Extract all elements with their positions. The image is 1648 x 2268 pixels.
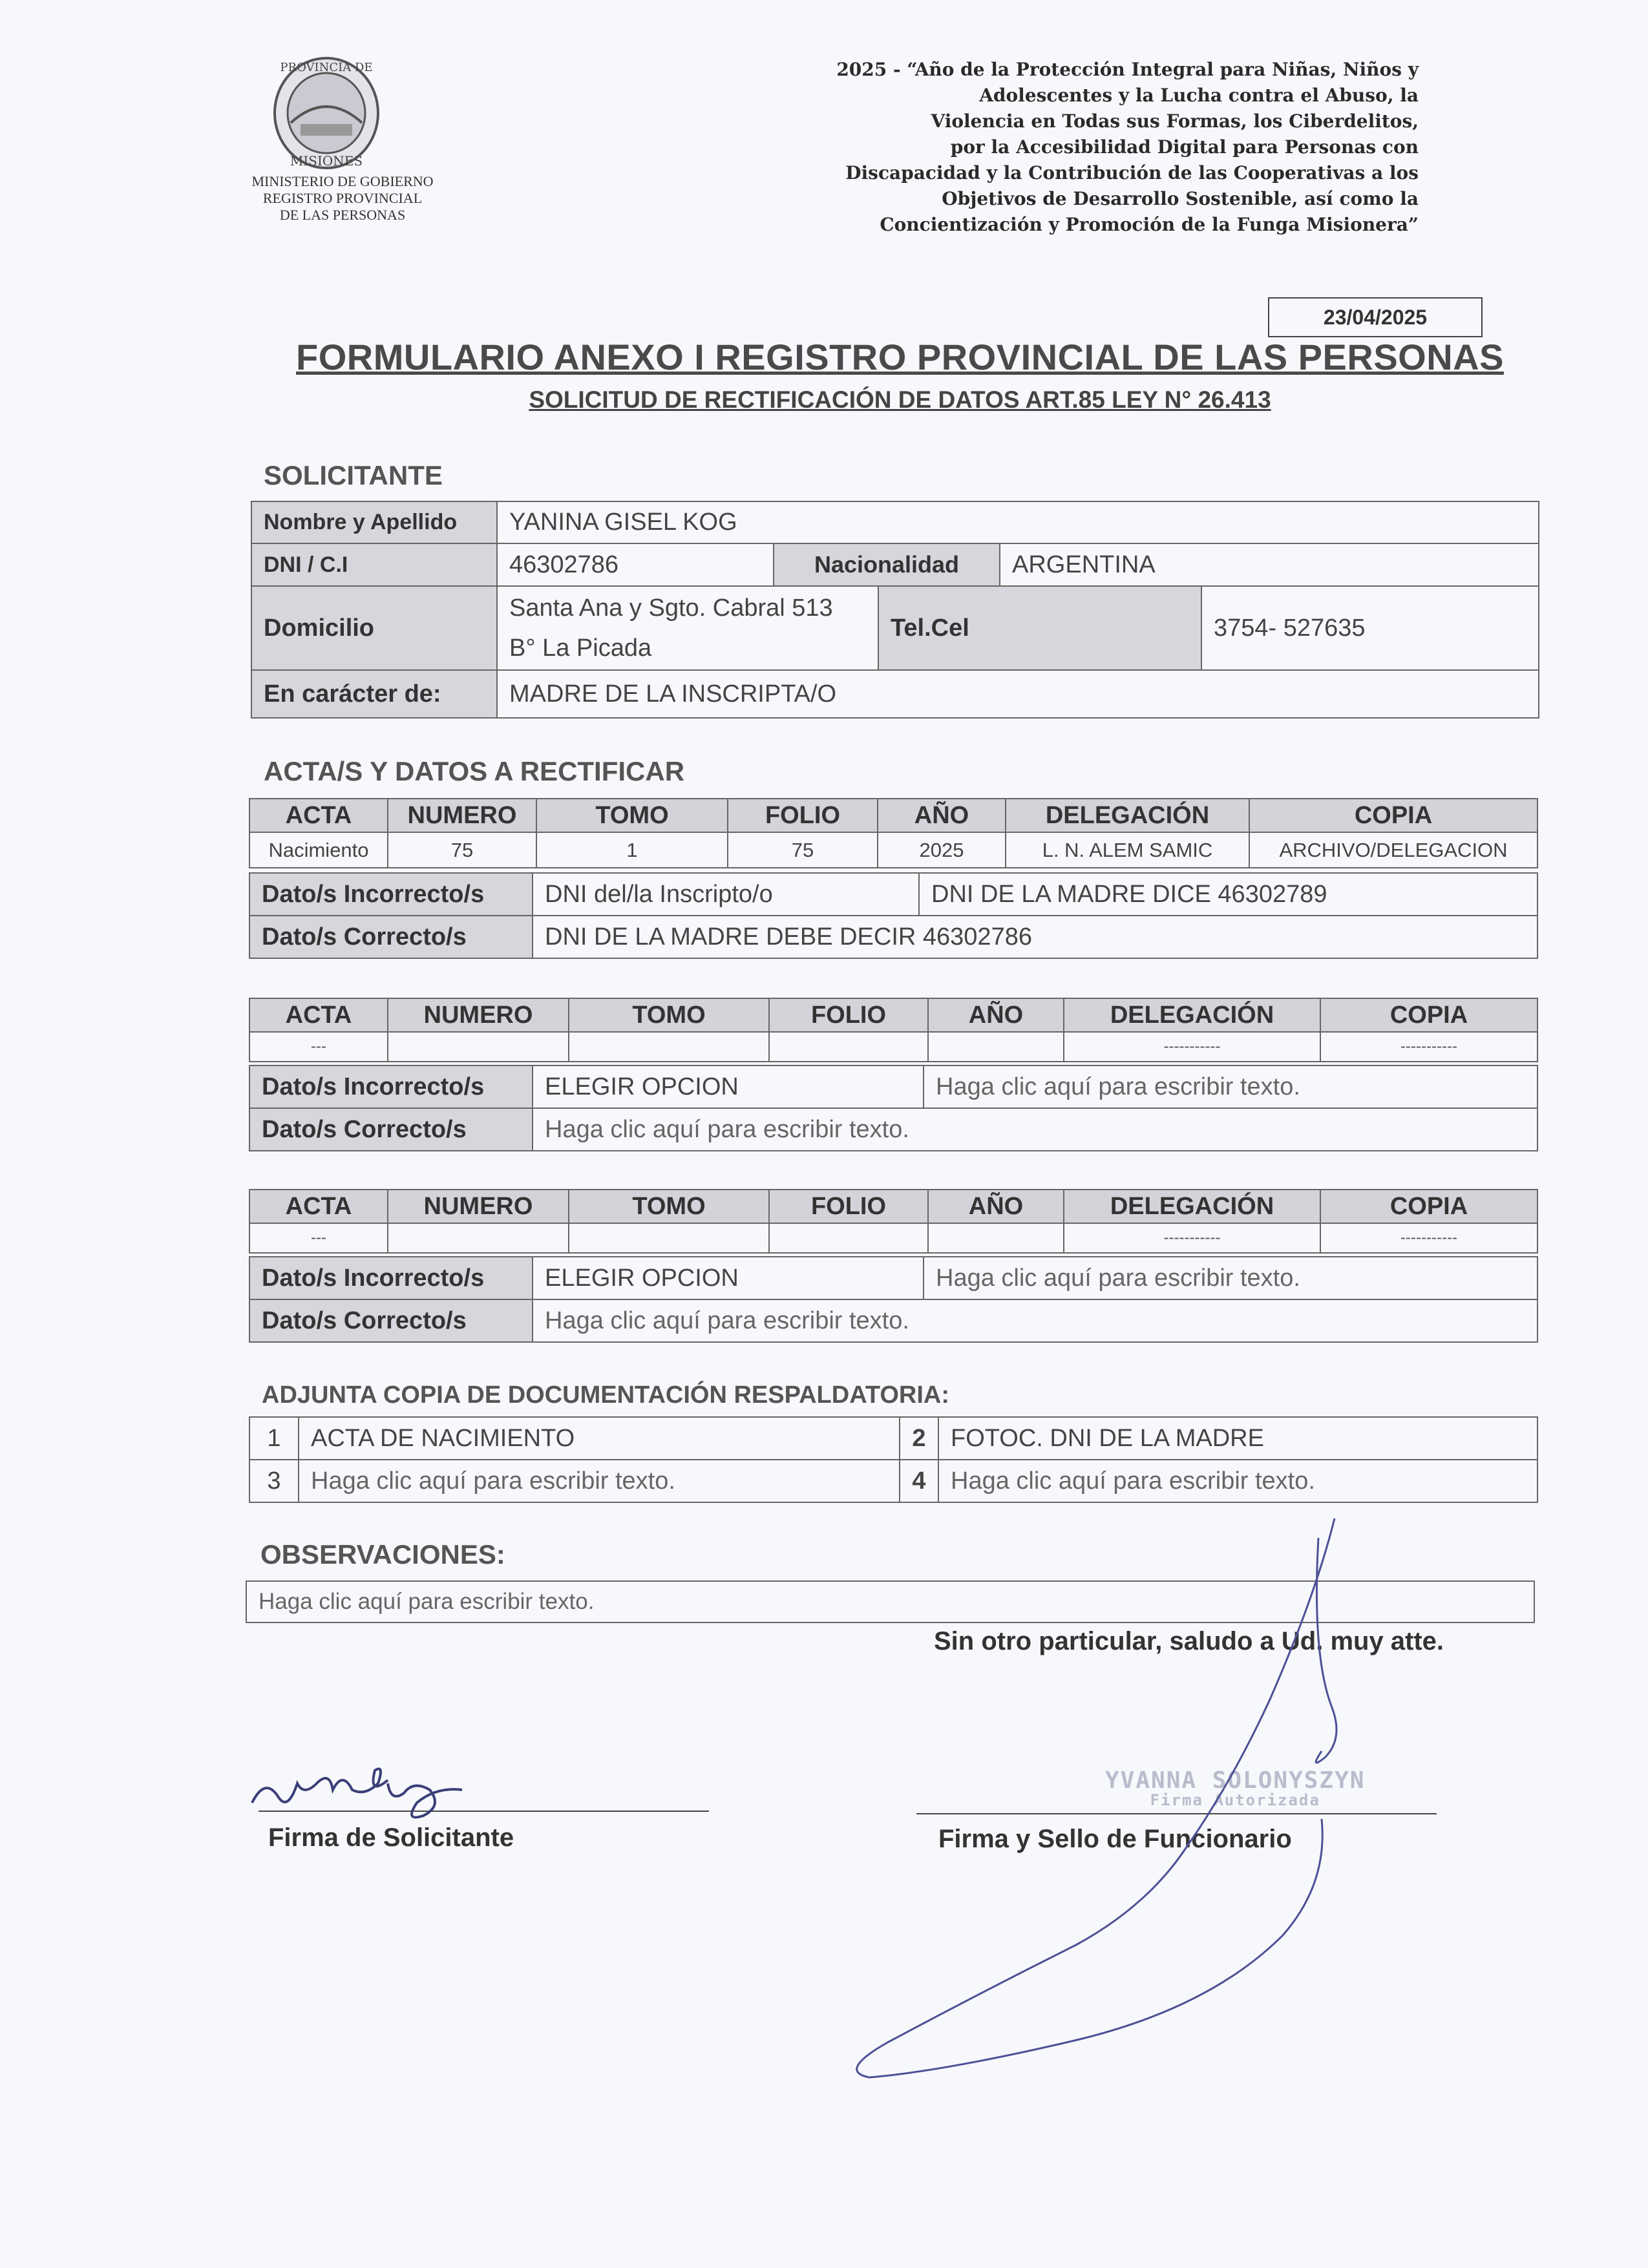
incorrect-text-field[interactable]: DNI DE LA MADRE DICE 46302789 — [919, 873, 1537, 916]
adjunta-field[interactable]: Haga clic aquí para escribir texto. — [938, 1460, 1537, 1502]
correct-text-field[interactable]: Haga clic aquí para escribir texto. — [533, 1108, 1537, 1151]
firma-solicitante-label: Firma de Solicitante — [268, 1823, 514, 1852]
emblem-text-bottom: MISIONES — [290, 153, 363, 169]
nacionalidad-field[interactable]: ARGENTINA — [1000, 543, 1539, 586]
closing-text: Sin otro particular, saludo a Ud. muy atte. — [934, 1627, 1444, 1655]
acta-datos-1 — [249, 872, 1538, 959]
incorrect-label: Dato/s Incorrecto/s — [249, 1257, 533, 1299]
section-observaciones: OBSERVACIONES: — [260, 1539, 505, 1570]
nombre-label: Nombre y Apellido — [251, 501, 497, 543]
header-folio: FOLIO — [728, 799, 878, 832]
header-numero: NUMERO — [388, 998, 569, 1032]
header-anio: AÑO — [878, 799, 1006, 832]
header-copia: COPIA — [1320, 998, 1537, 1032]
incorrect-label: Dato/s Incorrecto/s — [249, 1066, 533, 1108]
solicitante-signature-line — [259, 1811, 709, 1812]
dni-field[interactable]: 46302786 — [497, 543, 774, 586]
delegacion-field[interactable]: ----------- — [1064, 1032, 1320, 1062]
adjunta-table — [249, 1416, 1538, 1503]
acta-field[interactable]: --- — [249, 1032, 388, 1062]
anio-field[interactable]: 2025 — [878, 832, 1006, 868]
incorrect-option-select[interactable]: DNI del/la Inscripto/o — [533, 873, 919, 916]
folio-field[interactable]: 75 — [728, 832, 878, 868]
tomo-field[interactable] — [569, 1223, 769, 1253]
date-field[interactable]: 23/04/2025 — [1268, 297, 1483, 337]
year-motto: 2025 - “Año de la Protección Integral para Niñas, Niños y Adolescentes y la Lucha contra el Abuso, la Violencia en Todas sus Formas, los Ciberdelitos, por la Accesibilidad Digital para Personas con Discapacidad y la Contribución de las Cooperativas a los Objetivos de Desarrollo Sostenible, así como la Concientización y Promoción de la Funga Misionera” — [836, 59, 1419, 235]
header-acta: ACTA — [249, 998, 388, 1032]
header-folio: FOLIO — [769, 998, 928, 1032]
domicilio-label: Domicilio — [251, 586, 497, 670]
folio-field[interactable] — [769, 1032, 928, 1062]
delegacion-field[interactable]: ----------- — [1064, 1223, 1320, 1253]
header-anio: AÑO — [928, 998, 1064, 1032]
acta-table-2 — [249, 998, 1538, 1062]
header-tomo: TOMO — [536, 799, 728, 832]
incorrect-option-select[interactable]: ELEGIR OPCION — [533, 1257, 924, 1299]
anio-field[interactable] — [928, 1032, 1064, 1062]
tomo-field[interactable] — [569, 1032, 769, 1062]
folio-field[interactable] — [769, 1223, 928, 1253]
correct-text-field[interactable]: DNI DE LA MADRE DEBE DECIR 46302786 — [533, 916, 1537, 958]
header-acta: ACTA — [249, 799, 388, 832]
header-acta: ACTA — [249, 1190, 388, 1223]
firma-funcionario-label: Firma y Sello de Funcionario — [938, 1825, 1292, 1853]
adjunta-field[interactable]: Haga clic aquí para escribir texto. — [299, 1460, 900, 1502]
caracter-field[interactable]: MADRE DE LA INSCRIPTA/O — [497, 670, 1539, 718]
acta-datos-3 — [249, 1256, 1538, 1343]
funcionario-signature-line — [916, 1813, 1437, 1814]
delegacion-field[interactable]: L. N. ALEM SAMIC — [1006, 832, 1249, 868]
form-title: FORMULARIO ANEXO I REGISTRO PROVINCIAL DE LAS PERSONAS — [296, 337, 1504, 377]
correct-text-field[interactable]: Haga clic aquí para escribir texto. — [533, 1299, 1537, 1342]
copia-field[interactable]: ARCHIVO/DELEGACION — [1249, 832, 1537, 868]
numero-field[interactable] — [388, 1223, 569, 1253]
official-stamp: YVANNA SOLONYSZYN Firma Autorizada — [1105, 1767, 1366, 1809]
anio-field[interactable] — [928, 1223, 1064, 1253]
acta-field[interactable]: Nacimiento — [249, 832, 388, 868]
acta-table-3 — [249, 1189, 1538, 1254]
telcel-field[interactable]: 3754- 527635 — [1201, 586, 1539, 670]
incorrect-option-select[interactable]: ELEGIR OPCION — [533, 1066, 924, 1108]
copia-field[interactable]: ----------- — [1320, 1032, 1537, 1062]
adjunta-num: 3 — [249, 1460, 299, 1502]
form-subtitle: SOLICITUD DE RECTIFICACIÓN DE DATOS ART.85 LEY N° 26.413 — [529, 386, 1271, 413]
dni-label: DNI / C.I — [251, 543, 497, 586]
header-copia: COPIA — [1249, 799, 1537, 832]
acta-datos-2 — [249, 1065, 1538, 1151]
acta-table-1 — [249, 798, 1538, 868]
ministry-name: MINISTERIO DE GOBIERNO REGISTRO PROVINCIAL DE LAS PERSONAS — [251, 173, 434, 223]
incorrect-text-field[interactable]: Haga clic aquí para escribir texto. — [924, 1257, 1537, 1299]
acta-field[interactable]: --- — [249, 1223, 388, 1253]
header-delegacion: DELEGACIÓN — [1006, 799, 1249, 832]
section-adjunta: ADJUNTA COPIA DE DOCUMENTACIÓN RESPALDATORIA: — [262, 1381, 949, 1409]
emblem-text-top: PROVINCIA DE — [280, 61, 373, 74]
observaciones-field[interactable]: Haga clic aquí para escribir texto. — [246, 1581, 1534, 1622]
header-numero: NUMERO — [388, 1190, 569, 1223]
tomo-field[interactable]: 1 — [536, 832, 728, 868]
caracter-label: En carácter de: — [251, 670, 497, 718]
header-tomo: TOMO — [569, 1190, 769, 1223]
incorrect-label: Dato/s Incorrecto/s — [249, 873, 533, 916]
header-delegacion: DELEGACIÓN — [1064, 998, 1320, 1032]
numero-field[interactable]: 75 — [388, 832, 536, 868]
observaciones-table — [246, 1580, 1535, 1623]
header-tomo: TOMO — [569, 998, 769, 1032]
correct-label: Dato/s Correcto/s — [249, 916, 533, 958]
nombre-field[interactable]: YANINA GISEL KOG — [497, 501, 1539, 543]
header-anio: AÑO — [928, 1190, 1064, 1223]
header-copia: COPIA — [1320, 1190, 1537, 1223]
section-actas: ACTA/S Y DATOS A RECTIFICAR — [264, 756, 685, 786]
section-solicitante: SOLICITANTE — [264, 460, 443, 490]
adjunta-num: 4 — [900, 1460, 938, 1502]
correct-label: Dato/s Correcto/s — [249, 1108, 533, 1151]
header-numero: NUMERO — [388, 799, 536, 832]
correct-label: Dato/s Correcto/s — [249, 1299, 533, 1342]
adjunta-field[interactable]: FOTOC. DNI DE LA MADRE — [938, 1417, 1537, 1460]
numero-field[interactable] — [388, 1032, 569, 1062]
header-folio: FOLIO — [769, 1190, 928, 1223]
nacionalidad-label: Nacionalidad — [774, 543, 1000, 586]
incorrect-text-field[interactable]: Haga clic aquí para escribir texto. — [924, 1066, 1537, 1108]
header-delegacion: DELEGACIÓN — [1064, 1190, 1320, 1223]
province-emblem-icon — [262, 52, 391, 174]
adjunta-num: 2 — [900, 1417, 938, 1460]
copia-field[interactable]: ----------- — [1320, 1223, 1537, 1253]
adjunta-num: 1 — [249, 1417, 299, 1460]
adjunta-field[interactable]: ACTA DE NACIMIENTO — [299, 1417, 900, 1460]
telcel-label: Tel.Cel — [878, 586, 1201, 670]
domicilio-field[interactable]: Santa Ana y Sgto. Cabral 513 B° La Picada — [497, 586, 878, 670]
solicitante-table — [251, 501, 1539, 719]
